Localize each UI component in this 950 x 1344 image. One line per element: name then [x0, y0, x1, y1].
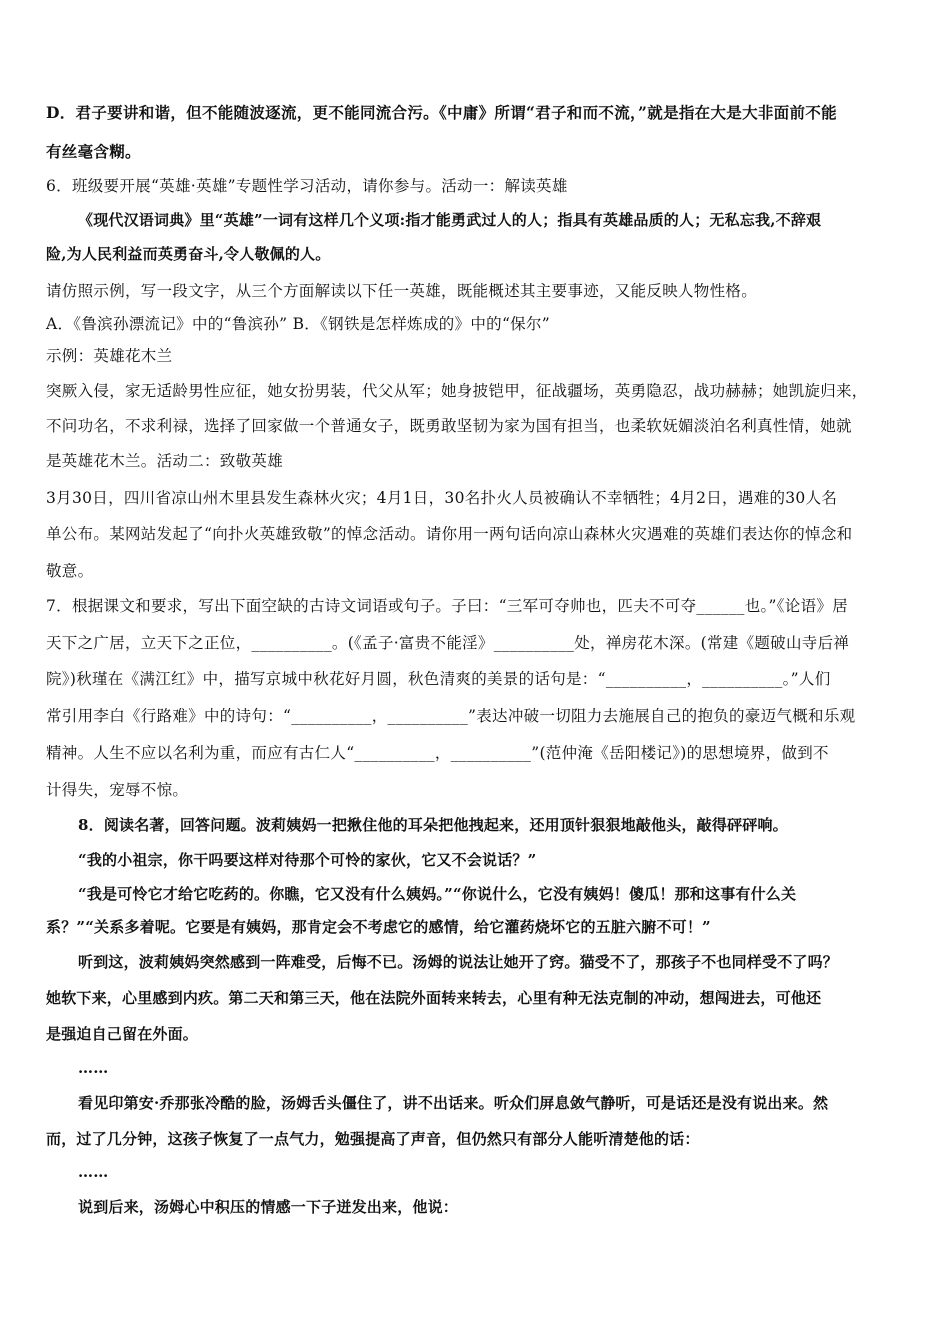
q8-ellipsis-2: ……: [78, 1163, 109, 1181]
q8-line3: “我是可怜它才给它吃药的。你瞧，它又没有什么姨妈。”“你说什么，它没有姨妈！傻瓜！那和这事有什么关: [78, 885, 797, 903]
q6-example-line1: 突厥入侵，家无适龄男性应征，她女扮男装，代父从军；她身披铠甲，征战疆场，英勇隐忍，战功赫赫；她凯旋归来，: [46, 382, 868, 400]
q8-line1: 8．阅读名著，回答问题。波莉姨妈一把揪住他的耳朵把他拽起来，还用顶针狠狠地敲他头，敲得砰砰响。: [78, 816, 788, 834]
q6-dictionary-line1: 《现代汉语词典》里“英雄”一词有这样几个义项:指才能勇武过人的人；指具有英雄品质的人；无私忘我,不辞艰: [78, 211, 822, 229]
q5-option-d-line1: D．君子要讲和谐，但不能随波逐流，更不能同流合污。《中庸》所谓“君子和而不流，”就是指在大是大非面前不能: [46, 103, 837, 122]
q7-line5: 精神。人生不应以名利为重，而应有古仁人“__________，__________”(范仲淹《岳阳楼记》)的思想境界，做到不: [46, 744, 829, 762]
q6-options: A．《鲁滨孙漂流记》中的“鲁滨孙” B．《钢铁是怎样炼成的》中的“保尔”: [46, 315, 551, 333]
q6-example-line2: 不问功名，不求利禄，选择了回家做一个普通女子，既勇敢坚韧为家为国有担当，也柔软妩媚淡泊名利真性情，她就: [46, 417, 852, 435]
q6-news-line3: 敬意。: [46, 562, 94, 580]
q8-line4: 系？”“关系多着呢。它要是有姨妈，那肯定会不考虑它的感情，给它灌药烧坏它的五脏六腑不可！”: [46, 918, 711, 936]
q6-example-line3: 是英雄花木兰。活动二：致敬英雄: [46, 452, 284, 470]
q7-line6: 计得失，宠辱不惊。: [46, 781, 189, 799]
q8-line10: 说到后来，汤姆心中积压的情感一下子迸发出来，他说：: [78, 1198, 459, 1216]
q8-line9: 而，过了几分钟，这孩子恢复了一点气力，勉强提高了声音，但仍然只有部分人能听清楚他的话：: [46, 1130, 700, 1148]
q8-line2: “我的小祖宗，你干吗要这样对待那个可怜的家伙，它又不会说话？”: [78, 851, 537, 869]
q7-line2: 天下之广居，立天下之正位，__________。(《孟子·富贵不能淫》__________处，禅房花木深。(常建《题破山寺后禅: [46, 634, 850, 652]
q8-ellipsis-1: ……: [78, 1059, 109, 1077]
q6-news-line2: 单公布。某网站发起了“向扑火英雄致敬”的悼念活动。请你用一两句话向凉山森林火灾遇难的英雄们表达你的悼念和: [46, 525, 853, 543]
q8-line7: 是强迫自己留在外面。: [46, 1025, 199, 1043]
q7-line4: 常引用李白《行路难》中的诗句：“__________，__________”表达冲破一切阻力去施展自己的抱负的豪迈气概和乐观: [46, 707, 856, 725]
q6-dictionary-line2: 险,为人民利益而英勇奋斗,令人敬佩的人。: [46, 245, 331, 263]
q5-option-d-line2: 有丝毫含糊。: [46, 142, 141, 161]
q7-line1: 7．根据课文和要求，写出下面空缺的古诗文词语或句子。子曰：“三军可夺帅也，匹夫不可夺______也。”《论语》居: [46, 597, 849, 615]
q6-task: 请仿照示例，写一段文字，从三个方面解读以下任一英雄，既能概述其主要事迹，又能反映人物性格。: [46, 282, 758, 300]
q6-example-title: 示例：英雄花木兰: [46, 347, 173, 365]
q6-news-line1: 3月30日，四川省凉山州木里县发生森林火灾；4月1日，30名扑火人员被确认不幸牺牲；4月2日，遇难的30人名: [46, 489, 838, 507]
q8-line5: 听到这，波莉姨妈突然感到一阵难受，后悔不已。汤姆的说法让她开了窍。猫受不了，那孩子不也同样受不了吗？: [78, 953, 839, 971]
q7-line3: 院》)秋瑾在《满江红》中，描写京城中秋花好月圆，秋色清爽的美景的话句是：“__________，__________。”人们: [46, 670, 831, 688]
q8-line8: 看见印第安·乔那张冷酷的脸，汤姆舌头僵住了，讲不出话来。听众们屏息敛气静听，可是话还是没有说出来。然: [78, 1094, 829, 1112]
q8-line6: 她软下来，心里感到内疚。第二天和第三天，他在法院外面转来转去，心里有种无法克制的冲动，想闯进去，可他还: [46, 989, 822, 1007]
q6-intro: 6．班级要开展“英雄·英雄”专题性学习活动，请你参与。活动一：解读英雄: [46, 177, 568, 195]
